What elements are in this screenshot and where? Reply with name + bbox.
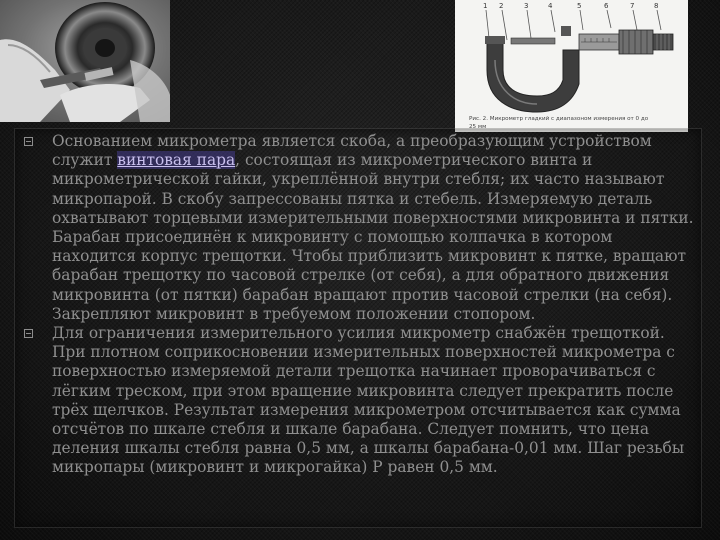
bullet-text-start: Основанием микрометра является скоба, а преобразующим устройством служит [52, 132, 652, 170]
figure-label: 5 [577, 2, 582, 10]
link-vintovaya-para[interactable]: винтовая пара [117, 151, 236, 170]
slide-content [22, 132, 694, 478]
photo-measuring-part [0, 0, 170, 122]
figure-label: 3 [524, 2, 529, 10]
figure-caption-line2: 25 мм [469, 124, 487, 130]
bullet-item [22, 324, 694, 478]
figure-label: 1 [483, 2, 488, 10]
figure-caption: Рис. 2. Микрометр гладкий с диапазоном измерения от 0 до [469, 116, 649, 122]
square-bullet-icon [24, 137, 33, 146]
figure-micrometer-diagram [455, 0, 688, 132]
bullet-text [52, 132, 694, 324]
figure-label: 4 [548, 2, 553, 10]
bullet-text: Для ограничения измерительного усилия микрометр снабжён трещоткой. При плотном соприкосновении измерительных поверхностей микрометра с поверхностью измеряемой детали трещотка начинает проворачиваться с лёгким треском, при этом вращение микровинта следует прекратить после трёх щелчков. Результат измерения микрометром отсчитывается как сумма отсчётов по шкале стебля и шкале барабана. Следует помнить, что цена деления шкалы стебля равна 0,5 мм, а шкалы барабана-0,01 мм. Шаг резьбы микропары (микровинт и микрогайка) Р равен 0,5 мм. [52, 324, 685, 477]
square-bullet-icon [24, 329, 33, 338]
figure-label: 6 [604, 2, 609, 10]
bullet-item [22, 132, 694, 324]
figure-label: 8 [654, 2, 659, 10]
figure-label: 2 [499, 2, 504, 10]
figure-label: 7 [630, 2, 635, 10]
bullet-text-end: , состоящая из микрометрического винта и микрометрической гайки, укреплённой внутри стебля; их часто называют микропарой. В скобу запрессованы пятка и стебель. Измеряемую деталь охватывают торцевыми измерительными поверхностями микровинта и пятки. Барабан присоединён к микровинту с помощью колпачка в котором находится корпус трещотки. Чтобы приблизить микровинт к пятке, вращают барабан трещотку по часовой стрелке (от себя), а для обратного движения микровинта (от пятки) барабан вращают против часовой стрелки (на себя). Закрепляют микровинт в требуемом положении стопором. [52, 151, 694, 323]
